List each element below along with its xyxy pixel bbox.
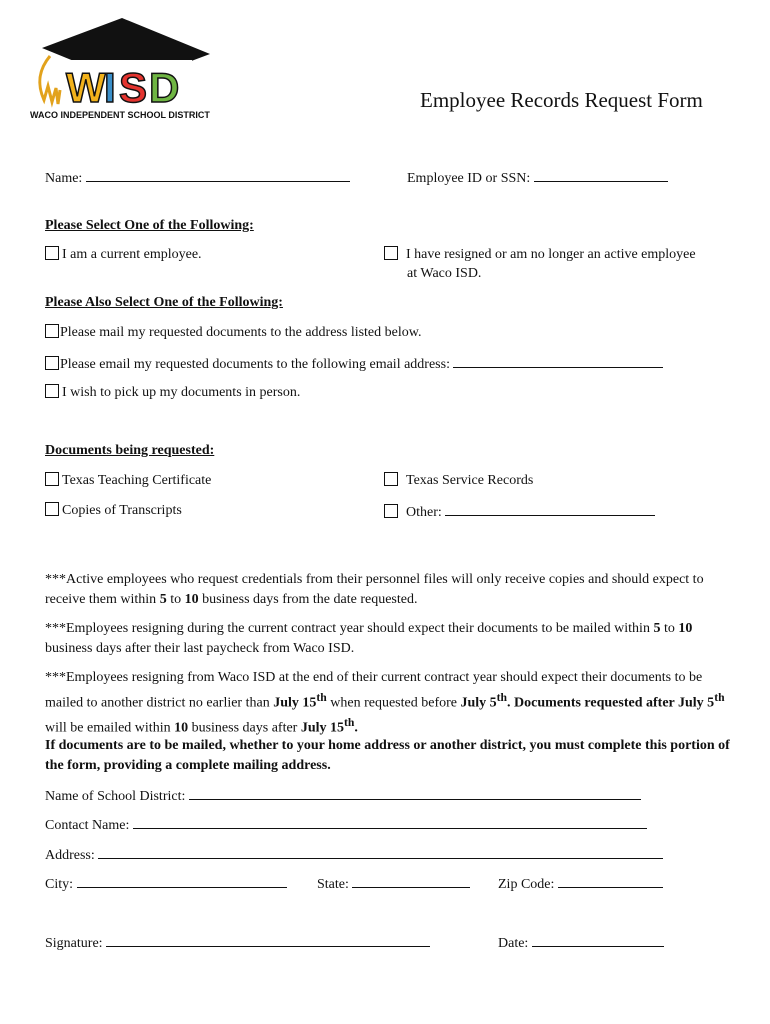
option-transcripts[interactable]: [45, 502, 182, 519]
option-transcripts-label: Copies of Transcripts: [62, 503, 182, 518]
other-line[interactable]: [445, 502, 655, 516]
option-email[interactable]: [45, 354, 663, 373]
option-certificate-label: Texas Teaching Certificate: [62, 473, 212, 488]
school-district-field[interactable]: [45, 786, 641, 805]
form-title: Employee Records Request Form: [420, 88, 703, 112]
note-resigning-current-year: ***Employees resigning during the current contract year should expect their documents to be mailed within 5 to 10 business days after their last paycheck from Waco ISD.: [45, 621, 693, 656]
tassel-icon: [40, 56, 60, 104]
option-certificate[interactable]: [45, 472, 211, 489]
option-mail-label: Please mail my requested documents to the address listed below.: [60, 325, 422, 340]
checkbox-resigned[interactable]: [384, 246, 398, 260]
mailing-notice: If documents are to be mailed, whether to your home address or another district, you must complete this portion of the form, providing a complete mailing address.: [45, 738, 730, 773]
address-label: Address:: [45, 848, 95, 863]
address-line[interactable]: [98, 845, 663, 859]
employee-id-label: Employee ID or SSN:: [407, 171, 531, 186]
section-employment-heading: Please Select One of the Following:: [45, 218, 254, 233]
section-documents-heading: Documents being requested:: [45, 443, 215, 458]
checkbox-transcripts[interactable]: [45, 502, 59, 516]
contact-name-field[interactable]: [45, 815, 647, 834]
wisd-logo: [22, 16, 212, 126]
state-field[interactable]: [317, 874, 470, 893]
logo-letter-d: D: [149, 64, 180, 111]
name-field[interactable]: [45, 168, 350, 187]
note-active-employees: ***Active employees who request credentials from their personnel files will only receive copies and should expect to receive them within 5 to 10 business days from the date requested.: [45, 572, 704, 607]
checkbox-certificate[interactable]: [45, 472, 59, 486]
option-resigned-label-2: at Waco ISD.: [407, 266, 482, 281]
contact-name-line[interactable]: [133, 815, 647, 829]
city-field[interactable]: [45, 874, 287, 893]
employee-id-field[interactable]: [407, 168, 668, 187]
date-field[interactable]: [498, 933, 664, 952]
option-resigned[interactable]: [384, 246, 696, 263]
option-current-label: I am a current employee.: [62, 247, 202, 262]
logo-letter-i: I: [104, 64, 116, 111]
option-mail[interactable]: [45, 324, 421, 341]
zip-label: Zip Code:: [498, 877, 555, 892]
checkbox-service-records[interactable]: [384, 472, 398, 486]
checkbox-email[interactable]: [45, 356, 59, 370]
school-district-label: Name of School District:: [45, 789, 186, 804]
email-line[interactable]: [453, 354, 663, 368]
checkbox-pickup[interactable]: [45, 384, 59, 398]
option-other[interactable]: [384, 502, 655, 521]
name-label: Name:: [45, 171, 83, 186]
section-delivery-heading: Please Also Select One of the Following:: [45, 295, 283, 310]
checkbox-current-employee[interactable]: [45, 246, 59, 260]
checkbox-other[interactable]: [384, 504, 398, 518]
city-line[interactable]: [77, 874, 287, 888]
option-service-records[interactable]: [384, 472, 533, 489]
checkbox-mail[interactable]: [45, 324, 59, 338]
note-resigning-end-of-year: ***Employees resigning from Waco ISD at the end of their current contract year should expect their documents to be mailed to another district no earlier than July 15th when requested before July 5th. Documents requested after July 5th will be emailed within 10 business days after July 15th.: [45, 670, 725, 736]
zip-field[interactable]: [498, 874, 663, 893]
signature-label: Signature:: [45, 936, 103, 951]
option-resigned-label-1: I have resigned or am no longer an active employee: [406, 247, 696, 262]
state-line[interactable]: [352, 874, 470, 888]
name-line[interactable]: [86, 168, 350, 182]
state-label: State:: [317, 877, 349, 892]
option-email-label: Please email my requested documents to the following email address:: [60, 357, 450, 372]
logo-letter-w: W: [66, 64, 106, 111]
logo-letter-s: S: [119, 64, 148, 111]
signature-line[interactable]: [106, 933, 430, 947]
zip-line[interactable]: [558, 874, 663, 888]
option-other-label: Other:: [406, 505, 442, 520]
option-current-employee[interactable]: [45, 246, 202, 263]
address-field[interactable]: [45, 845, 663, 864]
school-district-line[interactable]: [189, 786, 641, 800]
date-label: Date:: [498, 936, 529, 951]
employee-id-line[interactable]: [534, 168, 668, 182]
city-label: City:: [45, 877, 74, 892]
option-pickup[interactable]: [45, 384, 300, 401]
logo-subtitle: WACO INDEPENDENT SCHOOL DISTRICT: [30, 110, 210, 120]
date-line[interactable]: [532, 933, 664, 947]
contact-name-label: Contact Name:: [45, 818, 130, 833]
signature-field[interactable]: [45, 933, 430, 952]
option-pickup-label: I wish to pick up my documents in person.: [62, 385, 301, 400]
option-service-label: Texas Service Records: [406, 473, 534, 488]
